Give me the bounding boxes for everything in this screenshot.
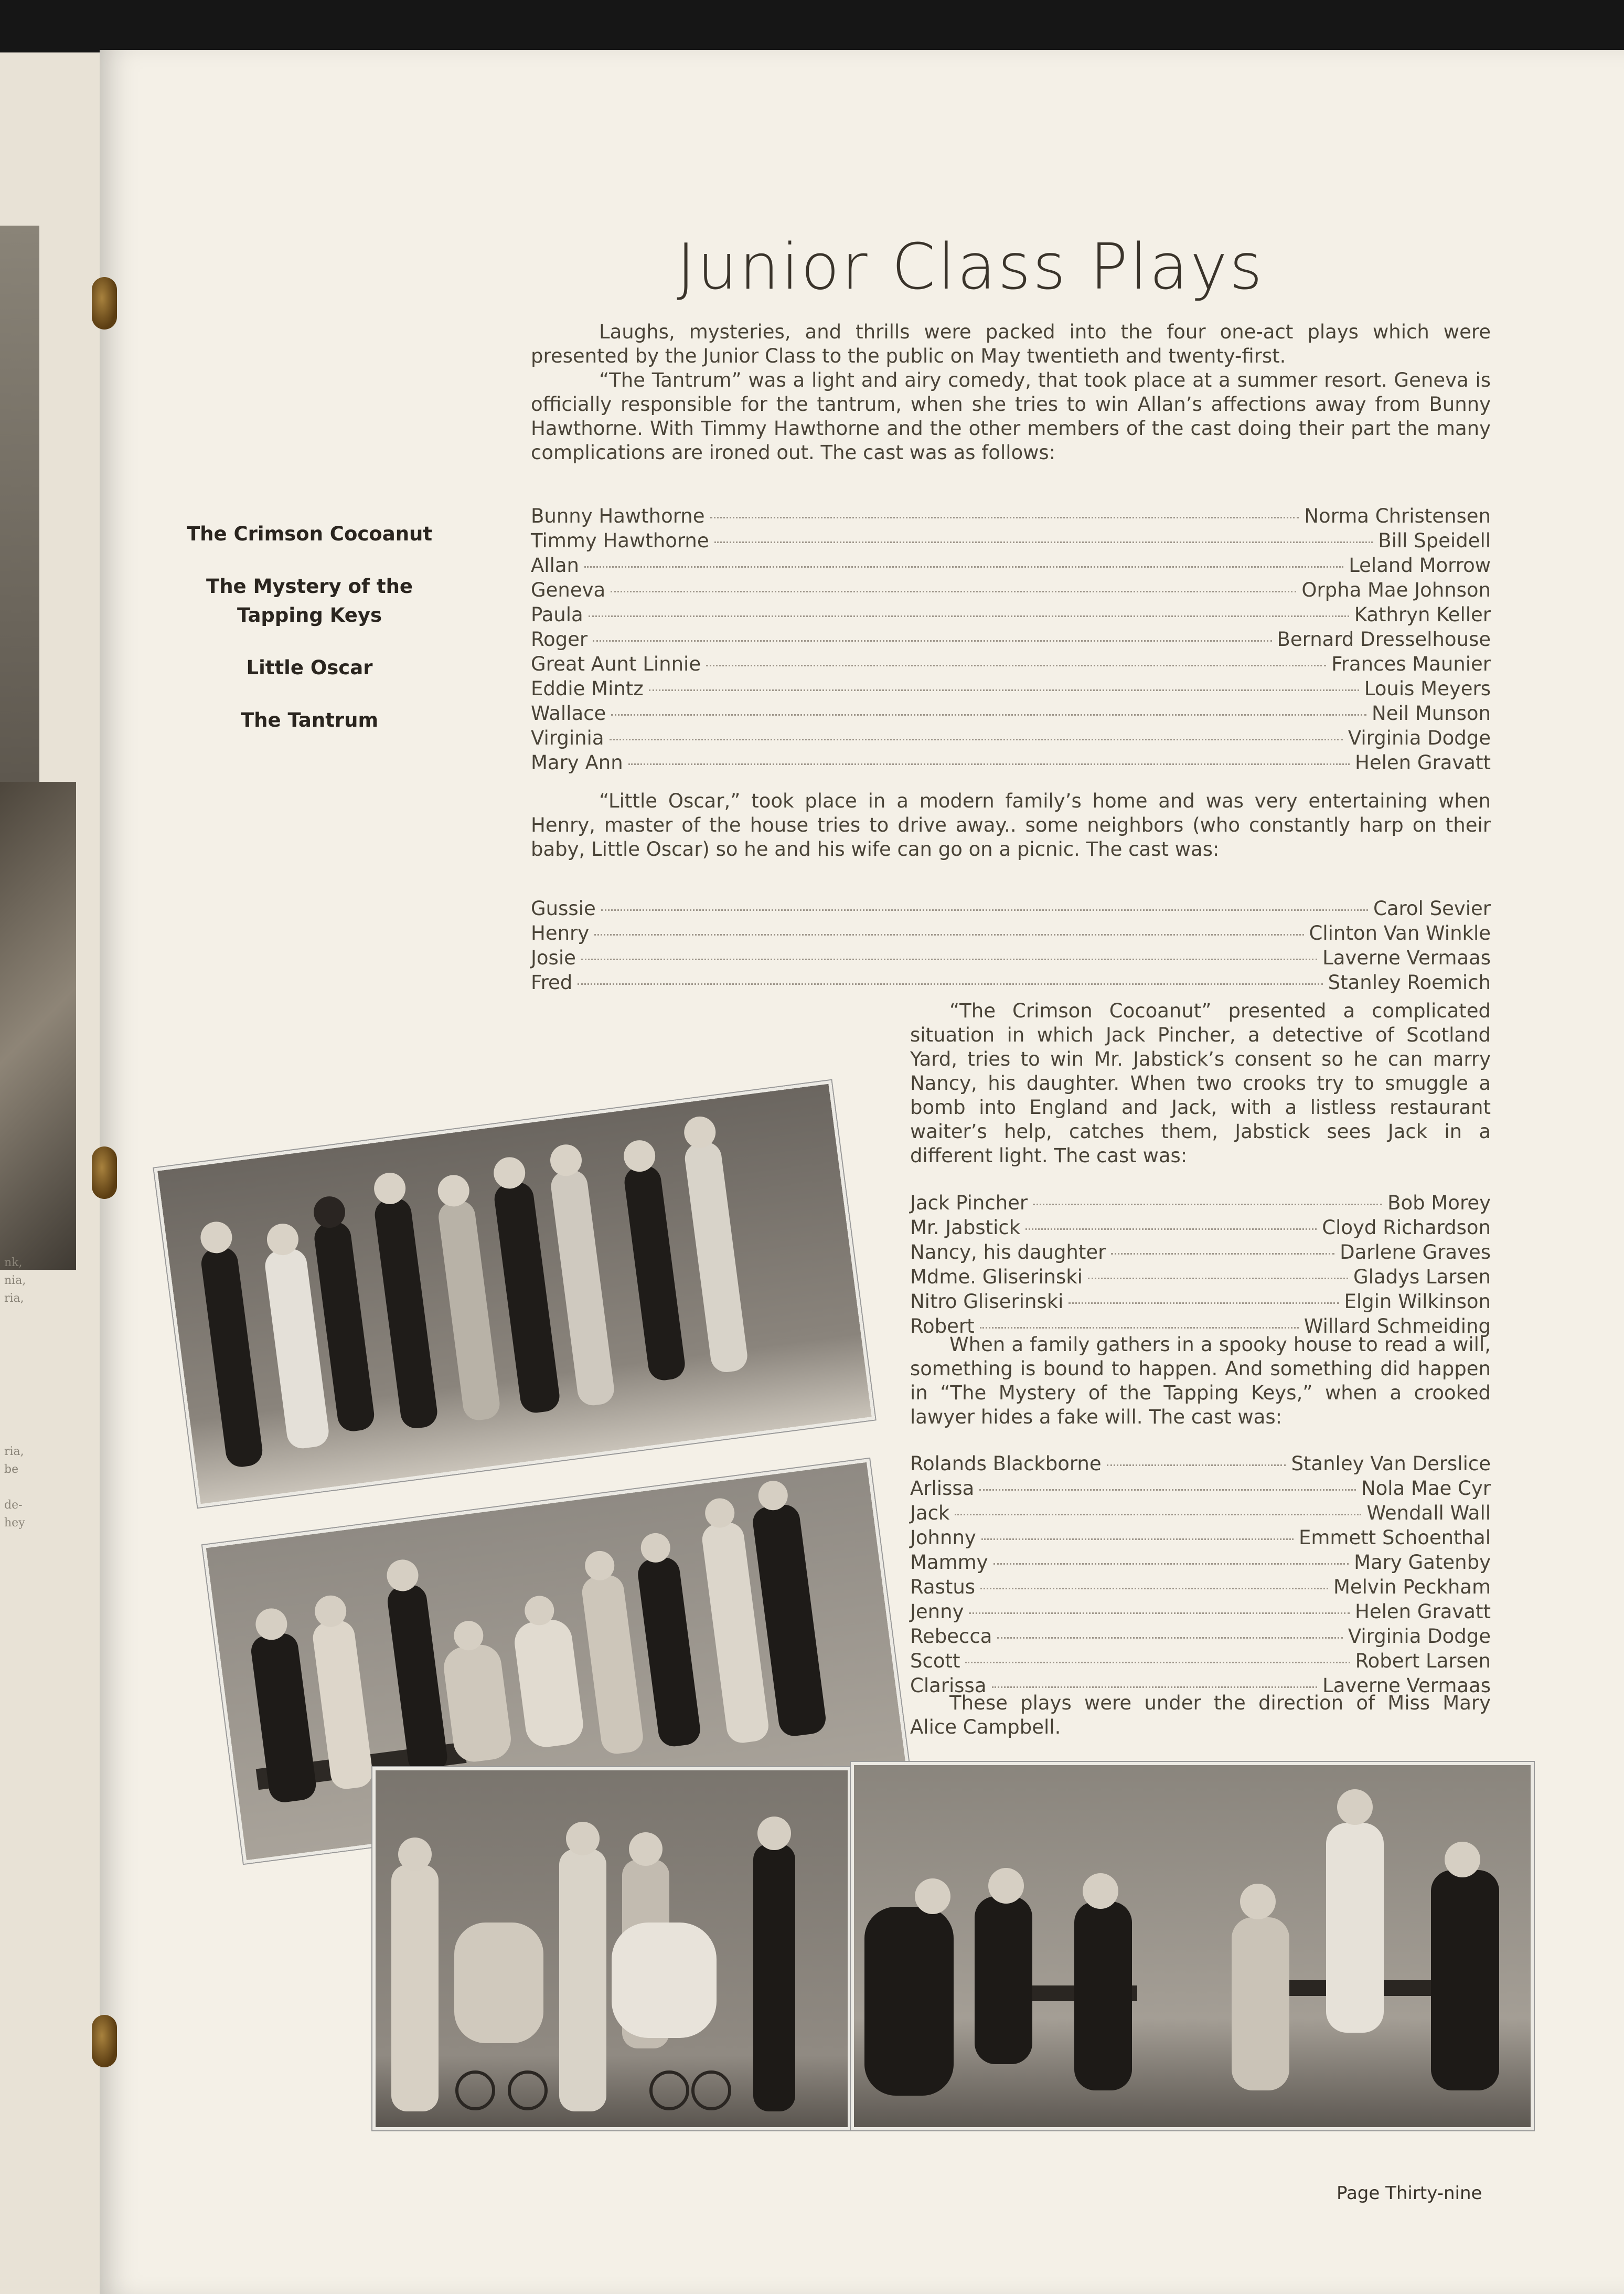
cast-role: Paula (531, 603, 583, 626)
cast-role: Jack Pincher (910, 1192, 1028, 1214)
cast-row (531, 701, 1491, 726)
cast-row (910, 1599, 1491, 1624)
cast-role: Henry (531, 922, 590, 944)
cast-photo-the-tantrum (851, 1762, 1534, 2130)
cast-role: Mammy (910, 1551, 988, 1574)
cast-row (531, 970, 1491, 995)
cast-role: Robert (910, 1315, 975, 1337)
facing-page-photo-strip (0, 226, 39, 819)
cast-actor: Norma Christensen (1304, 505, 1491, 527)
tapping-keys-cast-list (910, 1451, 1491, 1698)
cast-row (910, 1550, 1491, 1575)
tapping-keys-description: When a family gathers in a spooky house to read a will, something is bound to happen. And something did happen in “The Mystery of the Tapping Keys,” when a crooked lawyer hides a fake will. The cast was: (910, 1333, 1491, 1428)
dot-leader (1111, 1253, 1334, 1255)
cast-row (531, 602, 1491, 627)
dot-leader (1069, 1302, 1339, 1304)
cast-actor: Emmett Schoenthal (1298, 1526, 1491, 1549)
intro-text (531, 320, 1491, 465)
play-title: The Tantrum (240, 709, 379, 731)
cast-actor: Wendall Wall (1366, 1502, 1491, 1524)
dot-leader (611, 714, 1366, 716)
cast-role: Johnny (910, 1526, 976, 1549)
facing-page-text-fragment: ria, be de- hey (4, 1445, 25, 1530)
binding-hole (92, 1146, 117, 1199)
dot-leader (710, 517, 1299, 518)
dot-leader (593, 640, 1272, 642)
closing-note: These plays were under the direction of Miss Mary Alice Campbell. (910, 1692, 1491, 1738)
cast-actor: Louis Meyers (1364, 677, 1491, 700)
cast-actor: Neil Munson (1372, 702, 1491, 725)
dot-leader (955, 1514, 1361, 1515)
cast-actor: Virginia Dodge (1348, 727, 1491, 749)
cast-row (910, 1265, 1491, 1289)
cast-role: Mary Ann (531, 751, 623, 774)
dot-leader (714, 541, 1373, 543)
play-title: The Crimson Cocoanut (186, 523, 433, 545)
cast-actor: Carol Sevier (1373, 897, 1491, 920)
dot-leader (578, 983, 1322, 985)
cast-actor: Stanley Roemich (1328, 971, 1491, 994)
cast-row (910, 1501, 1491, 1525)
dot-leader (594, 934, 1304, 936)
cast-row (531, 750, 1491, 775)
dot-leader (601, 909, 1368, 911)
dot-leader (1088, 1278, 1348, 1279)
binding-hole (92, 2015, 117, 2067)
crimson-cocoanut-cast-list (910, 1191, 1491, 1339)
dot-leader (965, 1662, 1350, 1663)
cast-row (910, 1624, 1491, 1649)
cast-photo-little-oscar (372, 1767, 851, 2130)
cast-role: Geneva (531, 579, 606, 601)
cast-role: Great Aunt Linnie (531, 653, 701, 675)
page-title: Junior Class Plays (677, 231, 1265, 304)
cast-role: Rebecca (910, 1625, 992, 1648)
cast-actor: Willard Schmeiding (1304, 1315, 1491, 1337)
facing-page-photo-fragment (0, 782, 76, 1270)
facing-page-edge (0, 52, 106, 2294)
cast-actor: Mary Gatenby (1354, 1551, 1491, 1574)
cast-row (531, 578, 1491, 602)
cast-role: Allan (531, 554, 579, 577)
cast-row (910, 1215, 1491, 1240)
dot-leader (992, 1686, 1318, 1688)
cast-actor: Elgin Wilkinson (1344, 1290, 1491, 1313)
dot-leader (980, 1588, 1328, 1589)
dot-leader (979, 1489, 1356, 1491)
cast-role: Rolands Blackborne (910, 1452, 1102, 1475)
cast-actor: Gladys Larsen (1353, 1266, 1491, 1288)
cast-row (531, 946, 1491, 970)
cast-row (910, 1649, 1491, 1673)
cast-role: Arlissa (910, 1477, 975, 1500)
intro-paragraph: Laughs, mysteries, and thrills were packed into the four one-act plays which were presented by the Junior Class to the public on May twentieth and twenty-first. (531, 321, 1491, 367)
dot-leader (980, 1327, 1299, 1329)
cast-role: Roger (531, 628, 588, 651)
cast-row (531, 921, 1491, 946)
cast-role: Virginia (531, 727, 604, 749)
dot-leader (706, 665, 1326, 666)
page-number: Page Thirty-nine (1337, 2183, 1482, 2204)
cast-row (531, 726, 1491, 750)
crimson-cocoanut-description: “The Crimson Cocoanut” presented a complicated situation in which Jack Pincher, a detective of Scotland Yard, tries to win Mr. Jabstick’s consent so he can marry Nancy, his daughter. When two crooks try to smuggle a bomb into England and Jack, with a listless restaurant waiter’s help, catches them, Jabstick sees Jack in a different light. The cast was: (910, 1000, 1491, 1167)
cast-role: Nancy, his daughter (910, 1241, 1106, 1263)
cast-role: Jack (910, 1502, 950, 1524)
cast-actor: Virginia Dodge (1348, 1625, 1491, 1648)
cast-role: Clarissa (910, 1674, 987, 1697)
cast-role: Eddie Mintz (531, 677, 644, 700)
cast-role: Jenny (910, 1600, 964, 1623)
cast-row (910, 1191, 1491, 1215)
cast-actor: Orpha Mae Johnson (1301, 579, 1491, 601)
cast-actor: Kathryn Keller (1354, 603, 1491, 626)
tantrum-description: “The Tantrum” was a light and airy comedy, that took place at a summer resort. Geneva is officially responsible for the tantrum, when she tries to win Allan’s affections away from Bunny Hawthorne. With Timmy Hawthorne and the other members of the cast doing their part the many complications are ironed out. The cast was as follows: (531, 369, 1491, 464)
cast-actor: Darlene Graves (1340, 1241, 1491, 1263)
cast-actor: Laverne Vermaas (1322, 1674, 1491, 1697)
cast-row (531, 652, 1491, 676)
cast-role: Timmy Hawthorne (531, 529, 709, 552)
dot-leader (993, 1563, 1349, 1565)
little-oscar-cast-list (531, 896, 1491, 995)
binding-hole (92, 277, 117, 330)
cast-row (531, 504, 1491, 528)
facing-page-text-fragment: nk, nia, ria, (4, 1256, 26, 1305)
cast-actor: Nola Mae Cyr (1361, 1477, 1491, 1500)
cast-role: Gussie (531, 897, 596, 920)
cast-row (910, 1575, 1491, 1599)
cast-row (910, 1451, 1491, 1476)
cast-role: Scott (910, 1650, 960, 1672)
cast-actor: Laverne Vermaas (1322, 947, 1491, 969)
cast-row (910, 1289, 1491, 1314)
cast-actor: Frances Maunier (1331, 653, 1491, 675)
tantrum-cast-list (531, 504, 1491, 775)
cast-row (531, 553, 1491, 578)
cast-actor: Clinton Van Winkle (1309, 922, 1491, 944)
cast-row (531, 676, 1491, 701)
dot-leader (981, 1538, 1294, 1540)
dot-leader (997, 1637, 1342, 1639)
dot-leader (1107, 1464, 1286, 1466)
cast-row (910, 1476, 1491, 1501)
dot-leader (649, 689, 1359, 691)
cast-role: Wallace (531, 702, 606, 725)
dot-leader (969, 1612, 1350, 1614)
cast-actor: Robert Larsen (1355, 1650, 1491, 1672)
play-title: The Mystery of the Tapping Keys (206, 575, 413, 626)
cast-row (531, 896, 1491, 921)
cast-row (531, 627, 1491, 652)
cast-actor: Cloyd Richardson (1322, 1216, 1491, 1239)
dot-leader (610, 739, 1343, 740)
cast-actor: Stanley Van Derslice (1291, 1452, 1491, 1475)
cast-role: Bunny Hawthorne (531, 505, 705, 527)
cast-role: Fred (531, 971, 573, 994)
cast-role: Nitro Gliserinski (910, 1290, 1064, 1313)
little-oscar-description: “Little Oscar,” took place in a modern family’s home and was very entertaining when Henry, master of the house tries to drive away.. some neighbors (who constantly harp on their baby, Little Oscar) so he and his wife can go on a picnic. The cast was: (531, 790, 1491, 861)
cast-row (910, 1240, 1491, 1265)
dot-leader (628, 763, 1350, 765)
dot-leader (1033, 1204, 1382, 1205)
cast-role: Mr. Jabstick (910, 1216, 1021, 1239)
cast-role: Josie (531, 947, 576, 969)
cast-actor: Helen Gravatt (1355, 1600, 1491, 1623)
cast-row (531, 528, 1491, 553)
cast-row (910, 1525, 1491, 1550)
cast-actor: Helen Gravatt (1355, 751, 1491, 774)
cast-actor: Bill Speidell (1378, 529, 1491, 552)
play-title: Little Oscar (246, 656, 373, 679)
play-titles-list (178, 519, 441, 758)
dot-leader (584, 566, 1343, 568)
cast-actor: Melvin Peckham (1333, 1576, 1491, 1598)
cast-role: Mdme. Gliserinski (910, 1266, 1083, 1288)
dot-leader (589, 615, 1349, 617)
dot-leader (581, 959, 1317, 960)
dot-leader (1025, 1228, 1317, 1230)
cast-actor: Leland Morrow (1349, 554, 1491, 577)
cast-actor: Bernard Dresselhouse (1277, 628, 1491, 651)
cast-role: Rastus (910, 1576, 976, 1598)
dot-leader (611, 591, 1296, 592)
cast-actor: Bob Morey (1387, 1192, 1491, 1214)
